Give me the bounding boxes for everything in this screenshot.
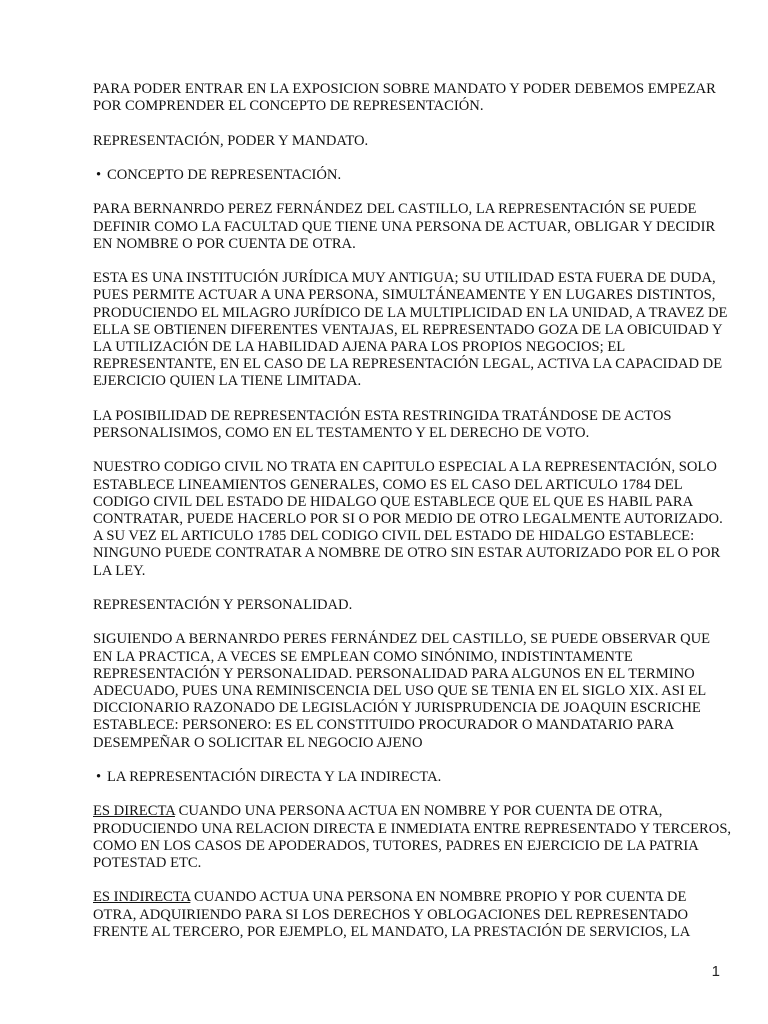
directa-paragraph bbox=[93, 803, 733, 872]
section-heading: REPRESENTACIÓN, PODER Y MANDATO. bbox=[93, 132, 369, 149]
bullet-icon: • bbox=[96, 768, 102, 785]
intro-paragraph: PARA PODER ENTRAR EN LA EXPOSICION SOBRE MANDATO Y PODER DEBEMOS EMPEZAR POR COMPRENDER EL CONCEPTO DE REPRESENTACIÓN. bbox=[93, 81, 716, 115]
indirecta-text: CUANDO ACTUA UNA PERSONA EN NOMBRE PROPIO Y POR CUENTA DE OTRA, ADQUIRIENDO PARA SI LOS DERECHOS Y OBLOGACIONES DEL REPRESENTADO FRENTE AL TERCERO, POR EJEMPLO, EL MANDATO, LA PRESTACIÓN DE SERVICIOS, LA bbox=[93, 889, 691, 940]
institution-paragraph: ESTA ES UNA INSTITUCIÓN JURÍDICA MUY ANTIGUA; SU UTILIDAD ESTA FUERA DE DUDA, PUES PERMITE ACTUAR A UNA PERSONA, SIMULTÁNEAMENTE Y EN LUGARES DISTINTOS, PRODUCIENDO EL MILAGRO JURÍDICO DE LA MULTIPLICIDAD EN LA UNIDAD, A TRAVEZ DE ELLA SE OBTIENEN DIFERENTES VENTAJAS, EL REPRESENTADO GOZA DE LA OBICUIDAD Y LA UTILIZACIÓN DE LA HABILIDAD AJENA PARA LOS PROPIOS NEGOCIOS; EL REPRESENTANTE, EN EL CASO DE LA REPRESENTACIÓN LEGAL, ACTIVA LA CAPACIDAD DE EJERCICIO QUIEN LA TIENE LIMITADA. bbox=[93, 270, 728, 390]
definition-paragraph: PARA BERNANRDO PEREZ FERNÁNDEZ DEL CASTILLO, LA REPRESENTACIÓN SE PUEDE DEFINIR COMO LA FACULTAD QUE TIENE UNA PERSONA DE ACTUAR, OBLIGAR Y DECIDIR EN NOMBRE O POR CUENTA DE OTRA. bbox=[93, 201, 716, 252]
personalidad-paragraph: SIGUIENDO A BERNANRDO PERES FERNÁNDEZ DEL CASTILLO, SE PUEDE OBSERVAR QUE EN LA PRACTICA, A VECES SE EMPLEAN COMO SINÓNIMO, INDISTINTAMENTE REPRESENTACIÓN Y PERSONALIDAD. PERSONALIDAD PARA ALGUNOS EN EL TERMINO ADECUADO, PUES UNA REMINISCENCIA DEL USO QUE SE TENIA EN EL SIGLO XIX. ASI EL DICCIONARIO RAZONADO DE LEGISLACIÓN Y JURISPRUDENCIA DE JOAQUIN ESCRICHE ESTABLECE: PERSONERO: ES EL CONSTITUIDO PROCURADOR O MANDATARIO PARA DESEMPEÑAR O SOLICITAR EL NEGOCIO AJENO bbox=[93, 631, 711, 751]
directa-text: CUANDO UNA PERSONA ACTUA EN NOMBRE Y POR CUENTA DE OTRA, PRODUCIENDO UNA RELACION DIRECTA E INMEDIATA ENTRE REPRESENTADO Y TERCEROS, COMO EN LOS CASOS DE APODERADOS, TUTORES, PADRES EN EJERCICIO DE LA PATRIA POTESTAD ETC. bbox=[93, 803, 732, 871]
indirecta-paragraph bbox=[93, 889, 733, 941]
directa-label: ES DIRECTA bbox=[93, 803, 175, 820]
bullet-item-directa-indirecta bbox=[93, 769, 733, 786]
bullet-text: LA REPRESENTACIÓN DIRECTA Y LA INDIRECTA. bbox=[107, 768, 442, 785]
bullet-icon: • bbox=[96, 166, 102, 183]
page-number: 1 bbox=[711, 963, 720, 980]
document-body bbox=[93, 81, 733, 958]
bullet-text: CONCEPTO DE REPRESENTACIÓN. bbox=[107, 166, 342, 183]
section-heading-personalidad: REPRESENTACIÓN Y PERSONALIDAD. bbox=[93, 596, 353, 613]
indirecta-label: ES INDIRECTA bbox=[93, 889, 191, 906]
civil-code-paragraph: NUESTRO CODIGO CIVIL NO TRATA EN CAPITULO ESPECIAL A LA REPRESENTACIÓN, SOLO ESTABLECE LINEAMIENTOS GENERALES, COMO ES EL CASO DEL ARTICULO 1784 DEL CODIGO CIVIL DEL ESTADO DE HIDALGO QUE ESTABLECE QUE EL QUE ES HABIL PARA CONTRATAR, PUEDE HACERLO POR SI O POR MEDIO DE OTRO LEGALMENTE AUTORIZADO. A SU VEZ EL ARTICULO 1785 DEL CODIGO CIVIL DEL ESTADO DE HIDALGO ESTABLECE: NINGUNO PUEDE CONTRATAR A NOMBRE DE OTRO SIN ESTAR AUTORIZADO POR EL O POR LA LEY. bbox=[93, 459, 723, 579]
bullet-item bbox=[93, 167, 733, 184]
restriction-paragraph: LA POSIBILIDAD DE REPRESENTACIÓN ESTA RESTRINGIDA TRATÁNDOSE DE ACTOS PERSONALISIMOS, COMO EN EL TESTAMENTO Y EL DERECHO DE VOTO. bbox=[93, 407, 672, 441]
